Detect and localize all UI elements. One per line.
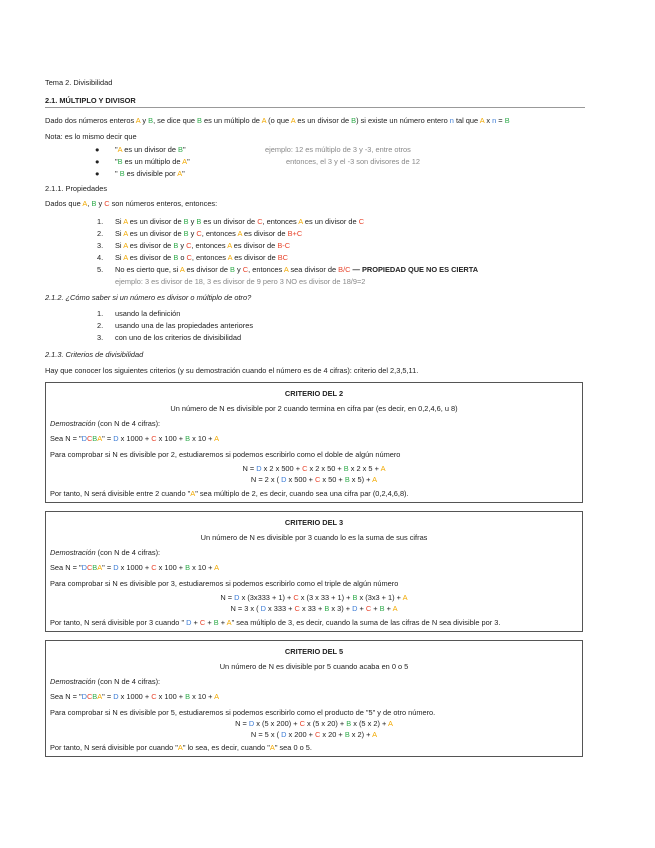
check-line: Para comprobar si N es divisible por 2, estudiaremos si podemos escribirlo como el doble de algún número xyxy=(50,450,401,459)
conclusion-line xyxy=(50,743,312,752)
text-part: D xyxy=(256,464,262,473)
text-part: B xyxy=(148,116,154,125)
text-part: C xyxy=(302,464,308,473)
text-part: A xyxy=(387,719,393,728)
text-part: B xyxy=(352,593,358,602)
text-part: , xyxy=(87,199,92,208)
bullet-example: entonces, el 3 y el -3 son divisores de 12 xyxy=(286,157,420,166)
box-subtitle: Un número de N es divisible por 5 cuando acaba en 0 o 5 xyxy=(219,662,409,671)
text-part: , entonces xyxy=(248,265,284,274)
text-part: C xyxy=(104,199,110,208)
text-part: C xyxy=(186,253,192,262)
text-part: B xyxy=(183,229,189,238)
text-part: es divisor de xyxy=(127,241,174,250)
text-part: B xyxy=(91,199,97,208)
text-part: Sea N = " xyxy=(50,563,82,572)
text-part: B+C xyxy=(287,229,303,238)
text-part: B xyxy=(504,116,510,125)
text-part: A xyxy=(214,563,220,572)
text-part: C xyxy=(151,434,157,443)
text-part: C xyxy=(151,563,157,572)
text-part: D xyxy=(248,719,255,728)
text-part: Sea N = " xyxy=(50,692,82,701)
text-part: B xyxy=(213,618,219,627)
text-part: Por tanto, N será divisible por cuando " xyxy=(50,743,178,752)
check-line: Para comprobar si N es divisible por 5, estudiaremos si podemos escribirlo como el producto de "5" y de otro número. xyxy=(50,708,436,717)
text-part: (o que xyxy=(266,116,291,125)
text-part: x 10 + xyxy=(190,692,215,701)
list-number: 2. xyxy=(97,229,104,238)
note-text: Nota: es lo mismo decir que xyxy=(45,132,137,141)
text-part: " sea múltiplo de 2, es decir, cuando sea una cifra par (0,2,4,6,8). xyxy=(195,489,409,498)
bullet-example: ejemplo: 12 es múltiplo de 3 y -3, entre otros xyxy=(265,145,411,154)
box-title: CRITERIO DEL 5 xyxy=(284,647,344,656)
text-part: Dados que xyxy=(45,199,83,208)
text-part: x 5) + xyxy=(349,475,373,484)
list-number: 4. xyxy=(97,253,104,262)
text-part: es divisor de xyxy=(242,229,288,238)
text-part: x 2) + xyxy=(349,730,373,739)
text-part: x 333 + xyxy=(265,604,295,613)
text-part: Si xyxy=(115,241,124,250)
text-part: sea divisor de xyxy=(288,265,339,274)
text-part: B/C xyxy=(338,265,351,274)
text-part: A xyxy=(190,489,196,498)
text-part: x 100 + xyxy=(156,434,186,443)
text-part: " xyxy=(182,145,186,154)
text-part: x 1000 + xyxy=(118,563,152,572)
text-part: , entonces xyxy=(262,217,299,226)
bullet-dot: ● xyxy=(95,145,100,154)
text-part: x 10 + xyxy=(190,434,215,443)
heading-divider xyxy=(45,107,585,108)
text-part: x 100 + xyxy=(156,563,186,572)
text-part: x (5 x 200) + xyxy=(254,719,300,728)
text-part: B xyxy=(173,241,179,250)
text-part: Por tanto, N será divisible por 3 cuando " xyxy=(50,618,187,627)
text-part: tal que xyxy=(453,116,480,125)
text-part: D xyxy=(352,604,358,613)
text-part: A xyxy=(290,116,296,125)
text-part: C xyxy=(299,719,305,728)
text-part: N = xyxy=(220,593,235,602)
intro-paragraph xyxy=(45,116,510,125)
text-part: C xyxy=(186,241,192,250)
text-part: " sea múltiplo de 3, es decir, cuando la suma de las cifras de N sea divisible por 3. xyxy=(231,618,501,627)
text-part: A xyxy=(227,253,233,262)
text-part: ) si existe un número entero xyxy=(356,116,450,125)
text-part: es un divisor de xyxy=(201,217,258,226)
equation-2 xyxy=(46,730,582,739)
text-part: A xyxy=(372,475,378,484)
bullet-dot: ● xyxy=(95,169,100,178)
bullet-item xyxy=(115,145,186,154)
text-part: C xyxy=(199,618,206,627)
text-part: A xyxy=(269,743,275,752)
text-part: N = 3 x ( xyxy=(230,604,261,613)
text-part: D xyxy=(113,434,119,443)
text-part: A xyxy=(298,217,303,226)
text-part: n xyxy=(492,116,497,125)
text-part: B xyxy=(351,116,357,125)
sea-line xyxy=(50,692,219,701)
text-part: A xyxy=(392,604,398,613)
section-heading: 2.1. MÚLTIPLO Y DIVISOR xyxy=(45,96,136,105)
text-part: C xyxy=(358,217,365,226)
text-part: D xyxy=(260,604,266,613)
text-part: B xyxy=(346,719,352,728)
text-part: x 2 x 5 + xyxy=(348,464,381,473)
text-part: A xyxy=(380,464,386,473)
equation-2 xyxy=(46,604,582,613)
text-part: " xyxy=(115,169,120,178)
how-title: 2.1.2. ¿Cómo saber si un número es divisor o múltiplo de otro? xyxy=(45,293,252,302)
props-title: 2.1.1. Propiedades xyxy=(45,184,108,193)
text-part: B xyxy=(197,116,202,125)
list-item xyxy=(115,265,478,274)
text-part: es divisor de xyxy=(127,253,174,262)
text-part: " lo sea, es decir, cuando " xyxy=(182,743,270,752)
text-part: D xyxy=(234,593,240,602)
text-part: A xyxy=(135,116,141,125)
text-part: A xyxy=(214,692,220,701)
list-number: 1. xyxy=(97,217,104,226)
text-part: , entonces xyxy=(201,229,238,238)
list-item: con uno de los criterios de divisibilidad xyxy=(115,333,242,342)
list-item: usando la definición xyxy=(115,309,181,318)
criterion-box-3 xyxy=(45,511,583,632)
text-part: A xyxy=(283,265,289,274)
list-item xyxy=(115,229,302,238)
text-part: x (3 x 33 + 1) + xyxy=(298,593,353,602)
list-number: 1. xyxy=(97,309,104,318)
topic-label: Tema 2. Divisibilidad xyxy=(45,78,113,87)
criteria-title: 2.1.3. Criterios de divisibilidad xyxy=(45,350,144,359)
text-part: A xyxy=(123,241,128,250)
text-part: es divisible por xyxy=(124,169,178,178)
text-part: B xyxy=(379,604,385,613)
text-part: DCBA xyxy=(81,692,103,701)
text-part: es un múltiplo de xyxy=(122,157,183,166)
equation-1 xyxy=(46,719,582,728)
text-part: Sea N = " xyxy=(50,434,82,443)
text-part: es un múltiplo de xyxy=(201,116,262,125)
text-part: x 200 + xyxy=(286,730,316,739)
text-part: x 33 + xyxy=(299,604,325,613)
text-part: " = xyxy=(102,434,114,443)
text-part: A xyxy=(402,593,408,602)
text-part: A xyxy=(237,229,242,238)
text-part: son números enteros, entonces: xyxy=(109,199,218,208)
list-number: 5. xyxy=(97,265,104,274)
text-part: B xyxy=(117,157,123,166)
text-part: N = xyxy=(242,464,257,473)
conclusion-line xyxy=(50,489,409,498)
text-part: es un divisor de xyxy=(127,217,184,226)
bullet-dot: ● xyxy=(95,157,100,166)
text-part: N = 2 x ( xyxy=(250,475,282,484)
text-part: = xyxy=(496,116,505,125)
list-number: 3. xyxy=(97,333,104,342)
text-part: x (3x333 + 1) + xyxy=(239,593,294,602)
text-part: es divisor de xyxy=(231,241,278,250)
box-title: CRITERIO DEL 3 xyxy=(284,518,344,527)
text-part: , entonces xyxy=(191,241,228,250)
text-part: x 100 + xyxy=(156,692,186,701)
text-part: es un divisor de xyxy=(295,116,352,125)
text-part: B xyxy=(196,217,202,226)
text-part: y xyxy=(188,217,197,226)
text-part: B xyxy=(344,730,350,739)
text-part: C xyxy=(151,692,157,701)
list-item xyxy=(115,241,290,250)
text-part: C xyxy=(294,604,300,613)
text-part: A xyxy=(117,145,123,154)
text-part: " xyxy=(115,145,118,154)
text-part: x (5 x 20) + xyxy=(304,719,347,728)
list-number: 2. xyxy=(97,321,104,330)
text-part: A xyxy=(179,265,185,274)
box-title: CRITERIO DEL 2 xyxy=(284,389,344,398)
text-part: " sea 0 o 5. xyxy=(274,743,312,752)
text-part: B xyxy=(178,145,183,154)
text-part: " = xyxy=(102,692,114,701)
text-part: N = xyxy=(235,719,249,728)
text-part: es divisor de xyxy=(232,253,278,262)
text-part: D xyxy=(186,618,192,627)
text-part: DCBA xyxy=(81,563,103,572)
text-part: A xyxy=(177,169,183,178)
prop5-example: ejemplo: 3 es divisor de 18, 3 es divisor de 9 pero 3 NO es divisor de 18/9=2 xyxy=(115,277,366,286)
text-part: B xyxy=(183,217,189,226)
text-part: B-C xyxy=(277,241,291,250)
text-part: Si xyxy=(115,229,124,238)
text-part: x 3) + xyxy=(329,604,353,613)
text-part: DCBA xyxy=(81,434,103,443)
text-part: x 500 + xyxy=(286,475,316,484)
text-part: C xyxy=(293,593,299,602)
text-part: No es cierto que, si xyxy=(115,265,180,274)
demo-line: Demostración (con N de 4 cifras): xyxy=(50,548,161,557)
text-part: x 2 x 500 + xyxy=(261,464,303,473)
text-part: + xyxy=(384,604,393,613)
equation-2 xyxy=(46,475,582,484)
text-part: B xyxy=(119,169,125,178)
text-part: BC xyxy=(277,253,289,262)
criterion-box-2 xyxy=(45,382,583,503)
text-part: + xyxy=(191,618,200,627)
text-part: B xyxy=(173,253,179,262)
list-number: 3. xyxy=(97,241,104,250)
text-part: Si xyxy=(115,217,124,226)
list-item: usando una de las propiedades anteriores xyxy=(115,321,254,330)
text-part: es un divisor de xyxy=(302,217,359,226)
sea-line xyxy=(50,563,219,572)
text-part: y xyxy=(234,265,243,274)
text-part: Por tanto, N será divisible entre 2 cuando " xyxy=(50,489,191,498)
text-part: A xyxy=(226,618,232,627)
text-part: A xyxy=(227,241,232,250)
props-intro xyxy=(45,199,217,208)
text-part: C xyxy=(365,604,372,613)
text-part: Si xyxy=(115,253,124,262)
text-part: o xyxy=(178,253,187,262)
text-part: , entonces xyxy=(191,253,228,262)
text-part: C xyxy=(315,730,321,739)
text-part: A xyxy=(177,743,183,752)
text-part: " = xyxy=(102,563,114,572)
text-part: y xyxy=(188,229,197,238)
text-part: x 10 + xyxy=(190,563,215,572)
criteria-intro: Hay que conocer los siguientes criterios (y su demostración cuando el número es de 4 cifras): criterio del 2,3,5,11. xyxy=(45,366,419,375)
text-part: A xyxy=(214,434,220,443)
text-part: A xyxy=(182,157,188,166)
text-part: es un divisor de xyxy=(122,145,179,154)
text-part: " xyxy=(182,169,185,178)
text-part: Dado dos números enteros xyxy=(45,116,136,125)
demo-line: Demostración (con N de 4 cifras): xyxy=(50,677,161,686)
box-subtitle: Un número de N es divisible por 2 cuando termina en cifra par (es decir, en 0,2,4,6, u 8) xyxy=(170,404,458,413)
text-part: A xyxy=(372,730,378,739)
text-part: D xyxy=(113,563,119,572)
text-part: C xyxy=(315,475,321,484)
equation-1 xyxy=(46,464,582,473)
text-part: A xyxy=(123,217,128,226)
list-item xyxy=(115,217,364,226)
text-part: es un divisor de xyxy=(127,229,184,238)
text-part: " xyxy=(187,157,190,166)
text-part: C xyxy=(242,265,249,274)
text-part: D xyxy=(281,730,287,739)
text-part: A xyxy=(261,116,267,125)
text-part: B xyxy=(344,475,350,484)
text-part: B xyxy=(324,604,330,613)
text-part: es divisor de xyxy=(184,265,231,274)
text-part: x 50 + xyxy=(320,475,345,484)
text-part: x xyxy=(484,116,493,125)
text-part: x 1000 + xyxy=(118,692,152,701)
text-part: A xyxy=(123,253,128,262)
list-item xyxy=(115,253,288,262)
text-part: C xyxy=(257,217,263,226)
text-part: y xyxy=(140,116,149,125)
criterion-box-5 xyxy=(45,640,583,757)
text-part: D xyxy=(281,475,287,484)
text-part: N = 5 x ( xyxy=(250,730,282,739)
text-part: , se dice que xyxy=(153,116,198,125)
text-part: " xyxy=(115,157,118,166)
text-part: + xyxy=(357,604,366,613)
box-subtitle: Un número de N es divisible por 3 cuando lo es la suma de sus cifras xyxy=(200,533,428,542)
text-part: n xyxy=(449,116,454,125)
text-part: x 1000 + xyxy=(118,434,152,443)
sea-line xyxy=(50,434,219,443)
text-part: x (3x3 + 1) + xyxy=(357,593,403,602)
text-part: A xyxy=(82,199,88,208)
text-part: + xyxy=(371,604,380,613)
text-part: B xyxy=(185,563,191,572)
conclusion-line xyxy=(50,618,500,627)
text-part: + xyxy=(205,618,214,627)
text-part: B xyxy=(343,464,349,473)
bullet-item xyxy=(115,157,190,166)
text-part: y xyxy=(178,241,187,250)
text-part: A xyxy=(123,229,128,238)
text-part: x 2 x 50 + xyxy=(307,464,344,473)
text-part: B xyxy=(185,434,191,443)
bullet-item xyxy=(115,169,185,178)
text-part: C xyxy=(196,229,202,238)
text-part: B xyxy=(185,692,191,701)
text-part: A xyxy=(479,116,485,125)
text-part: y xyxy=(96,199,105,208)
equation-1 xyxy=(46,593,582,602)
text-part: D xyxy=(113,692,119,701)
demo-line: Demostración (con N de 4 cifras): xyxy=(50,419,161,428)
text-part: + xyxy=(218,618,227,627)
text-part: x (5 x 2) + xyxy=(351,719,388,728)
text-part: x 20 + xyxy=(320,730,345,739)
text-part: — PROPIEDAD QUE NO ES CIERTA xyxy=(350,265,479,274)
text-part: B xyxy=(230,265,235,274)
check-line: Para comprobar si N es divisible por 3, estudiaremos si podemos escribirlo como el triple de algún número xyxy=(50,579,399,588)
